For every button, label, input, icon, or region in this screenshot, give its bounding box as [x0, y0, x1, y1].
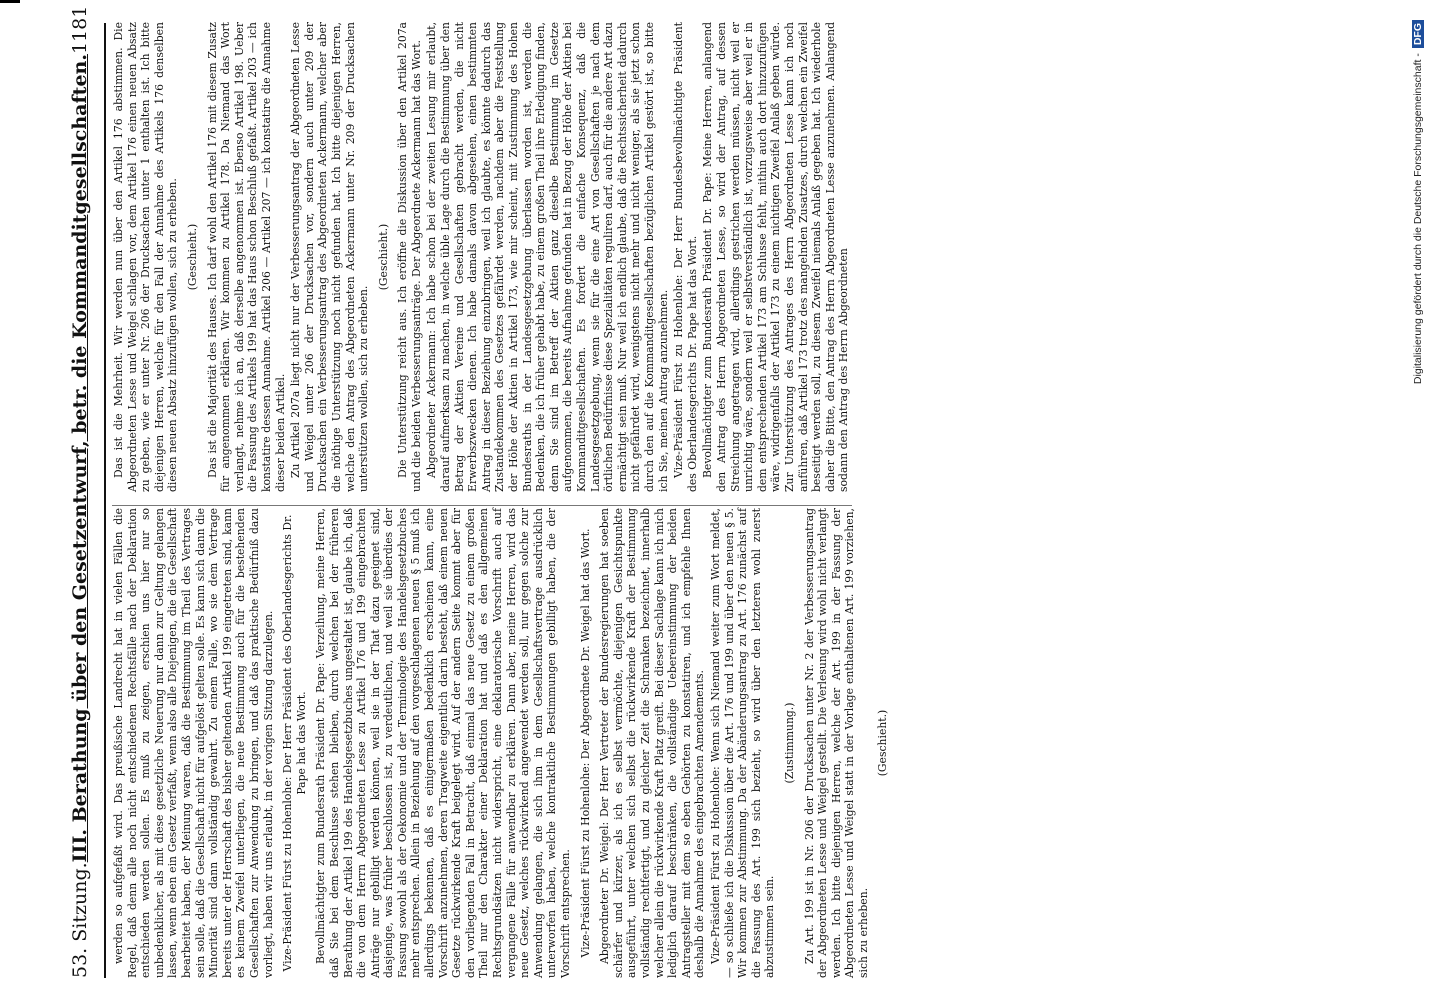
centered-line: (Zustimmung.)	[782, 702, 796, 784]
paragraph: Vize-Präsident Fürst zu Hohenlohe: Wenn sich Niemand weiter zum Wort meldet, — so schließe ich die Diskussion über die Art. 176 und 199 und über den neuen § 5. Wir kommen zur Abstimmung. Da der Abänderungsantrag zu Art. 176 zunächst auf die Fassung des Art. 199 sich bezieht, so wird über den letzteren wohl zuerst abzustimmen sein.	[708, 508, 777, 978]
paragraph: Abgeordneter Ackermann: Ich habe schon bei der zweiten Lesung mir erlaubt, darauf aufmerksam zu machen, in welche üble Lage durch die Bestimmung über den Betrag der Aktien Vereine und Gesellschaften gebracht werden, die nicht Erwerbszwecken dienen. Ich habe damals davon abgesehen, einen bestimmten Antrag in dieser Beziehung einzubringen, weil ich glaubte, es könnte dadurch das Zustandekommen des Gesetzes gefährdet werden, nachdem aber die Feststellung der Höhe der Aktien in Artikel 173, wie mir scheint, mit Zustimmung des Hohen Bundesraths in der Landesgesetzgebung überlassen worden ist, werden die Bedenken, die ich früher gehabt habe, zu einem großen Theil ihre Erledigung finden, denn Sie sind im Betreff der Aktien ganz dieselbe Bestimmung im Gesetze aufgenommen, die bereits Aufnahme gefunden hat in Bezug der Höhe der Aktien bei Kommanditgesellschaften. Es fordert die einfache Konsequenz, daß die Landesgesetzgebung, wenn sie für die eine Art von Gesellschaften je nach dem örtlichen Bedürfnisse diese Spezialitäten reguliren darf, auch für die andere Art dazu ermächtigt sein muß. Nur weil ich endlich glaube, daß die Rechtssicherheit dadurch nicht gefährdet wird, wenigstens nicht mehr und nicht weniger, als sie jetzt schon durch den auf die Kommanditgesellschaften bezüglichen Artikel gestört ist, so bitte ich Sie, meinen Antrag anzunehmen.	[425, 22, 670, 492]
paragraph: Das ist die Majorität des Hauses. Ich darf wohl den Artikel 176 mit diesem Zusatz für angenommen erklären. Wir kommen zu Artikel 178. Da Niemand das Wort verlangt, nehme ich an, daß derselbe angenommen ist. Ebenso Artikel 198. Ueber die Fassung des Artikels 199 hat das Haus schon Beschluß gefaßt. Artikel 203 — ich konstatire dessen Annahme. Artikel 206 — Artikel 207 — ich konstatire die Annahme dieser beiden Artikel.	[205, 22, 287, 492]
centered-line: Vize-Präsident Fürst zu Hohenlohe: Der Herr Präsident des Oberlandesgerichts Dr. Pape hat das Wort.	[281, 514, 308, 972]
section-title: III. Berathung über den Gesetzentwurf, betr. die Kommanditgesellschaften.	[69, 54, 91, 863]
paragraph: Die Unterstützung reicht aus. Ich eröffne die Diskussion über den Artikel 207a und die beiden Verbesserungsanträge. Der Abgeordnete Ackermann hat das Wort.	[396, 22, 423, 492]
right-column	[112, 22, 852, 492]
paragraph: Vize-Präsident Fürst zu Hohenlohe: Der Herr Bundesbevollmächtigte Präsident des Oberlandesgerichts Dr. Pape hat das Wort.	[672, 22, 699, 492]
column-separator	[112, 505, 852, 506]
centered-line: Vize-Präsident Fürst zu Hohenlohe: Der Abgeordnete Dr. Weigel hat das Wort.	[578, 528, 592, 958]
paragraph: Zu Art. 199 ist in Nr. 206 der Drucksachen unter Nr. 2 der Verbesserungsantrag der Abgeordneten Lesse und Weigel gestellt. Die Verlesung wird wohl nicht verlangt werden. Ich bitte diejenigen Herren, welche der Art. 199 in der Fassung der Abgeordneten Lesse und Weigel statt in der Vorlage enthaltenen Art. 199 vorziehen, sich zu erheben.	[802, 508, 870, 978]
paragraph: Bevollmächtigter zum Bundesrath Präsident Dr. Pape: Meine Herren, anlangend den Antrag des Herrn Abgeordneten Lesse, so wird der Antrag, auf dessen Streichung angetragen wird, allerdings gestrichen werden müssen, nicht weil er unrichtig wäre, sondern weil er selbstverständlich ist, vorzugsweise aber weil er in dem entsprechenden Artikel 173 am Schlusse fehlt, mithin auch dort hinzuzufügen wäre, widrigenfalls der Artikel 173 zu einem nichtigen Zweifel Anlaß geben würde. Zur Unterstützung des Antrages des Herrn Abgeordneten Lesse kann ich noch anführen, daß Artikel 173 trotz des mangelnden Zusatzes, durch welchen ein Zweifel beseitigt werden soll, zu diesem Zweifel niemals Anlaß gegeben hat. Ich wiederhole daher die Bitte, den Antrag des Herrn Abgeordneten Lesse anzunehmen. Anlangend sodann den Antrag des Herrn Abgeordneten	[701, 22, 851, 492]
paragraph: werden so aufgefaßt wird. Das preußische Landrecht hat in vielen Fällen die Regel, daß denn alle noch nicht entschiedenen Rechtsfälle nach der Deklaration entschieden werden sollen. Es muß zu zeigen, erschien uns hier nur so unbedenklicher, als mit diese gesetzliche Neuerung nur dann zur Geltung gelangen lassen, wenn eben ein Gesetz verfaßt, wenn also alle Diejenigen, die die Gesellschaft bearbeitet haben, der Meinung waren, daß die Bestimmung im Theil des Vertrages sein solle, daß die Gesellschaft nicht für aufgelöst gelten solle. Es kann sich dann die Minorität sind dann vollständig gewahrt. Zu einem Falle, wo sie dem Vertrage bereits unter der Herrschaft des bisher geltenden Artikel 199 eingetreten sind, kann es keinem Zweifel unterliegen, die neue Bestimmung auch für die bestehenden Gesellschaften zur Anwendung zu bringen, und daß das praktische Bedürfniß dazu vorliegt, haben wir uns erlaubt, in der vorigen Sitzung darzulegen.	[112, 508, 275, 978]
digitization-note	[1412, 20, 1424, 980]
dfg-logo: DFG	[1412, 20, 1424, 48]
centered-line: (Geschieht.)	[376, 223, 390, 291]
digitization-text: Digitalisierung gefördert durch die Deutsche Forschungsgemeinschaft -	[1412, 53, 1424, 385]
centered-line: (Geschieht.)	[185, 223, 199, 291]
page-header	[60, 5, 100, 978]
centered-line: (Geschieht.)	[876, 709, 890, 777]
paragraph: Abgeordneter Dr. Weigel: Der Herr Vertreter der Bundesregierungen hat soeben schärfer und kürzer, als ich es selbst vermöchte, diejenigen Gesichtspunkte ausgeführt, unter welchen sich selbst die rückwirkende Kraft der Bestimmung vollständig rechtfertigt, und zu gleicher Zeit die Schranken bezeichnet, innerhalb welcher allein die rückwirkende Kraft Platz greift. Bei dieser Sachlage kann ich mich lediglich darauf beschränken, die vollständige Uebereinstimmung der beiden Antragsteller mit dem so eben Gehörten zu konstatiren, und ich empfehle Ihnen deshalb die Annahme des eingebrachten Amendements.	[598, 508, 707, 978]
page-number: 1181	[69, 5, 91, 55]
left-column	[112, 508, 890, 978]
paragraph: Zu Artikel 207a liegt nicht nur der Verbesserungsantrag der Abgeordneten Lesse und Weigel unter 206 der Drucksachen vor, sondern auch unter 209 der Drucksachen ein Verbesserungsantrag des Abgeordneten Ackermann, welcher aber die nöthige Unterstützung noch nicht gefunden hat. Ich bitte diejenigen Herren, welche den Antrag des Abgeordneten Ackermann unter Nr. 209 der Drucksachen unterstützen wollen, sich zu erheben.	[289, 22, 371, 492]
paragraph: Bevollmächtigter zum Bundesrath Präsident Dr. Pape: Verzeihung, meine Herren, daß Sie bei dem Beschlusse stehen bleiben, durch welchen bei der früheren Berathung der Artikel 199 des Handelsgesetzbuches ungestaltet ist, glaube ich, daß die von dem Herrn Abgeordneten Lesse zu Artikel 176 und 199 eingebrachten Anträge nur gebilligt werden können, weil sie in der That dazu geeignet sind, dasjenige, was früher beschlossen ist, zu verdeutlichen, und weil sie überdies der Fassung sowohl als der Oekonomie und der Terminologie des Handelsgesetzbuches mehr entsprechen. Allein in Beziehung auf den vorgeschlagenen neuen § 5 muß ich allerdings bekennen, daß es einigermaßen bedenklich erscheinen kann, eine Vorschrift anzunehmen, deren Tragweite eigentlich darin besteht, daß einem neuen Gesetze rückwirkende Kraft beigelegt wird. Auf der andern Seite kommt aber für den vorliegenden Fall in Betracht, daß einmal das neue Gesetz zu einem großen Theil nur den Charakter einer Deklaration hat und daß es den allgemeinen Rechtsgrundsätzen nicht widerspricht, eine deklaratorische Vorschrift auch auf vergangene Fälle für anwendbar zu erklären. Dann aber, meine Herren, wird das neue Gesetz, welches rückwirkend angewendet werden soll, nur gegen solche zur Anwendung gelangen, die sich ihm in dem Gesellschaftsvertrage ausdrücklich unterworfen haben, welche kontraktliche Bestimmungen gebilligt haben, die der Vorschrift entsprechen.	[314, 508, 572, 978]
paragraph: Das ist die Mehrheit. Wir werden nun über den Artikel 176 abstimmen. Die Abgeordneten Lesse und Weigel schlagen vor, dem Artikel 176 einen neuen Absatz zu geben, wie er unter Nr. 206 der Drucksachen unter 1 enthalten ist. Ich bitte diejenigen Herren, welche für den Fall der Annahme des Artikels 176 denselben diesen neuen Absatz hinzufügen wollen, sich zu erheben.	[112, 22, 180, 492]
session-label: 53. Sitzung.	[69, 862, 91, 978]
header-rule	[104, 23, 106, 978]
